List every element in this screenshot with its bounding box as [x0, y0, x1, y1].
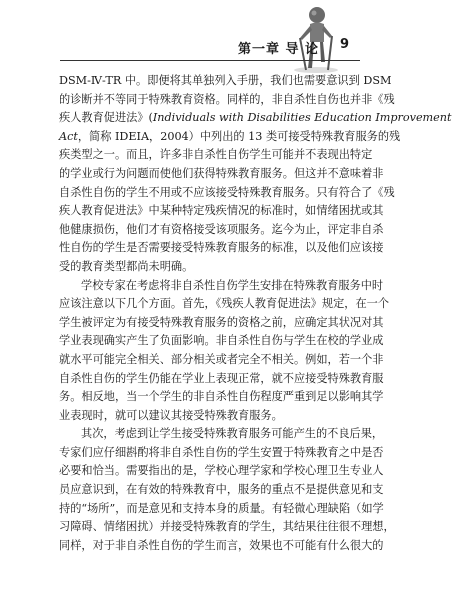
text-line: 疾人教育促进法》中某种特定残疾情况的标准时，如情绪困扰或其 [59, 204, 384, 218]
text-line: 务。相反地，当一个学生的非自杀性自伤程度严重到足以影响其学 [59, 390, 384, 404]
page-number: 9 [340, 37, 350, 52]
text-line: 他健康损伤，他们才有资格接受该项服务。迄今为止，评定非自杀 [59, 222, 384, 236]
text-line: 的学业或行为问题而使他们获得特殊教育服务。但这并不意味着非 [59, 166, 384, 180]
text-line: 应该注意以下几个方面。首先，《残疾人教育促进法》规定，在一个 [59, 297, 390, 311]
paragraph [59, 277, 390, 426]
text-line: 学校专家在考虑将非自杀性自伤学生安排在特殊教育服务中时 [81, 278, 384, 292]
text-line: 习障碍、情绪困扰）并接受特殊教育的学生，其结果往往很不理想， [59, 520, 395, 534]
text-line: 疾类型之一。而且，许多非自杀性自伤学生可能并不表现出特定 [59, 148, 373, 162]
text-line: 学业表现确实产生了负面影响。非自杀性自伤与学生在校的学业成 [59, 334, 384, 348]
text-line: 性自伤的学生是否需要接受特殊教育服务的标准，以及他们应该接 [59, 241, 384, 255]
text-line: 学生被评定为有接受特殊教育服务的资格之前，应确定其状况对其 [59, 315, 384, 329]
text-line: 就水平可能完全相关、部分相关或者完全不相关。例如，若一个非 [59, 352, 384, 366]
text-line: 持的“场所”，而是意见和支持本身的质量。有轻微心理缺陷（如学 [59, 501, 384, 515]
text-line: 受的教育类型都尚未明确。 [59, 259, 194, 273]
paragraph [59, 72, 452, 277]
text-line: 的诊断并不等同于特殊教育资格。同样的，非自杀性自伤也并非《残 [59, 92, 395, 106]
text-line: 自杀性自伤的学生不用或不应该接受特殊教育服务。只有符合了《残 [59, 185, 395, 199]
page-header [0, 0, 400, 76]
body-text [59, 72, 452, 555]
text-line: 专家们应仔细斟酌将非自杀性自伤的学生安置于特殊教育之中是否 [59, 445, 384, 459]
paragraph [59, 425, 395, 555]
text-line: 必要和恰当。需要指出的是，学校心理学家和学校心理卫生专业人 [59, 464, 384, 478]
chapter-title: 第一章 导 论 [238, 42, 320, 57]
text-line: 员应意识到，在有效的特殊教育中，服务的重点不是提供意见和支 [59, 483, 384, 497]
text-line: DSM-Ⅳ-TR 中。即便将其单独列入手册，我们也需要意识到 DSM [59, 74, 392, 87]
text-line: Act，简称 IDEIA，2004）中列出的 13 类可接受特殊教育服务的残 [59, 129, 401, 143]
text-line: 同样，对于非自杀性自伤的学生而言，效果也不可能有什么很大的 [59, 538, 384, 552]
text-line: 其次，考虑到让学生接受特殊教育服务可能产生的不良后果， [81, 427, 384, 441]
text-line: 疾人教育促进法》(Individuals with Disabilities Education Improvement [59, 111, 452, 125]
header-rule [60, 60, 360, 61]
text-line: 业表现时，就可以建议其接受特殊教育服务。 [59, 408, 283, 422]
text-line: 自杀性自伤的学生仍能在学业上表现正常，就不应接受特殊教育服 [59, 371, 384, 385]
